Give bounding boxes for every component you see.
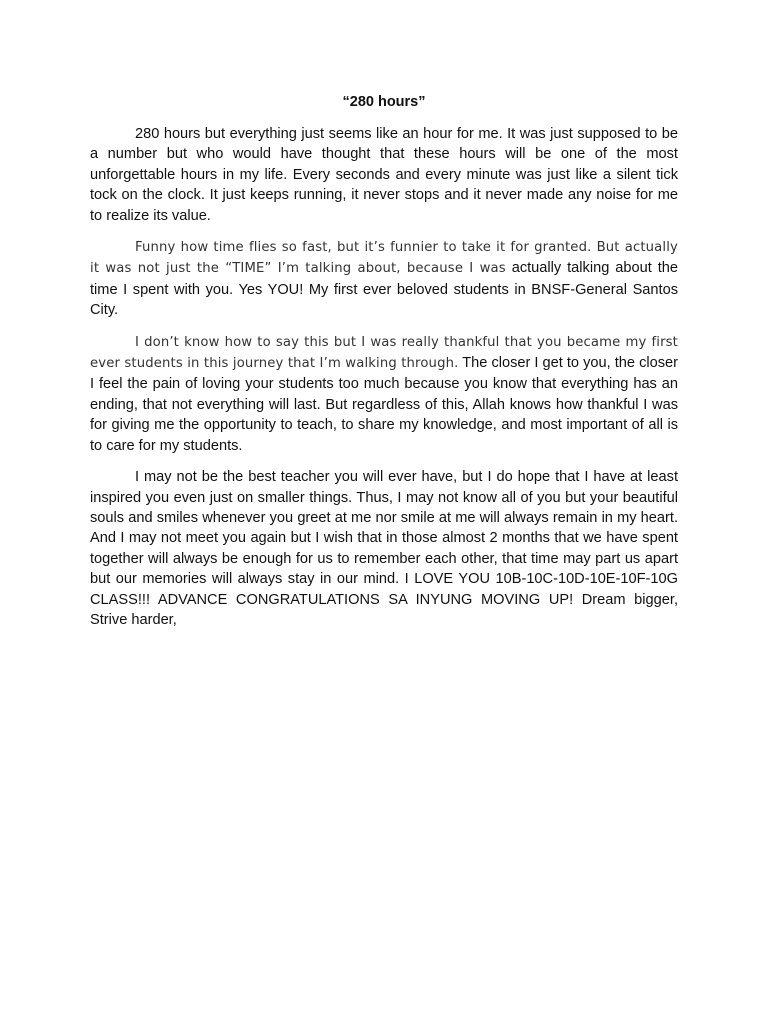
document-title: “280 hours”: [342, 94, 426, 110]
paragraph-4: [90, 467, 678, 630]
paragraph-3-text-part-2: The closer I get to you, the closer I feel the pain of loving your students too much because you know that everything has an ending, that not everything will last. But regardless of this, Allah knows how thankful I was for giving me the opportunity to teach, to share my knowledge, and most important of all is to care for my students.: [90, 355, 679, 454]
document-body: [90, 124, 678, 641]
paragraph-2-text-part-1: Funny how time flies so fast, but it’s funnier to take it for granted. But actually it was not just the “TIME” I’m talking about, because I was: [90, 240, 678, 277]
paragraph-1: [90, 124, 678, 226]
paragraph-3-text-part-1: I don’t know how to say this but I was really thankful that you became my first ever students in this journey that I’m walking through.: [90, 334, 678, 372]
paragraph-2: [90, 237, 678, 321]
paragraph-3: [90, 332, 678, 456]
paragraph-1-text: 280 hours but everything just seems like an hour for me. It was just supposed to be a number but who would have thought that these hours will be one of the most unforgettable hours in my life. Every seconds and every minute was just like a silent tick tock on the clock. It just keeps running, it never stops and it never made any noise for me to realize its value.: [90, 126, 678, 224]
paragraph-2-text-part-2: actually talking about the time I spent with you. Yes YOU! My first ever beloved students in BNSF-General Santos City.: [90, 260, 678, 319]
paragraph-4-text: I may not be the best teacher you will ever have, but I do hope that I have at least inspired you even just on smaller things. Thus, I may not know all of you but your beautiful souls and smiles whenever you greet at me nor smile at me will always remain in my heart. And I may not meet you again but I wish that in those almost 2 months that we have spent together will always be enough for us to remember each other, that time may part us apart but our memories will always stay in our mind. I LOVE YOU 10B-10C-10D-10E-10F-10G CLASS!!! ADVANCE CONGRATULATIONS SA INYUNG MOVING UP! Dream bigger, Strive harder,: [90, 469, 678, 628]
